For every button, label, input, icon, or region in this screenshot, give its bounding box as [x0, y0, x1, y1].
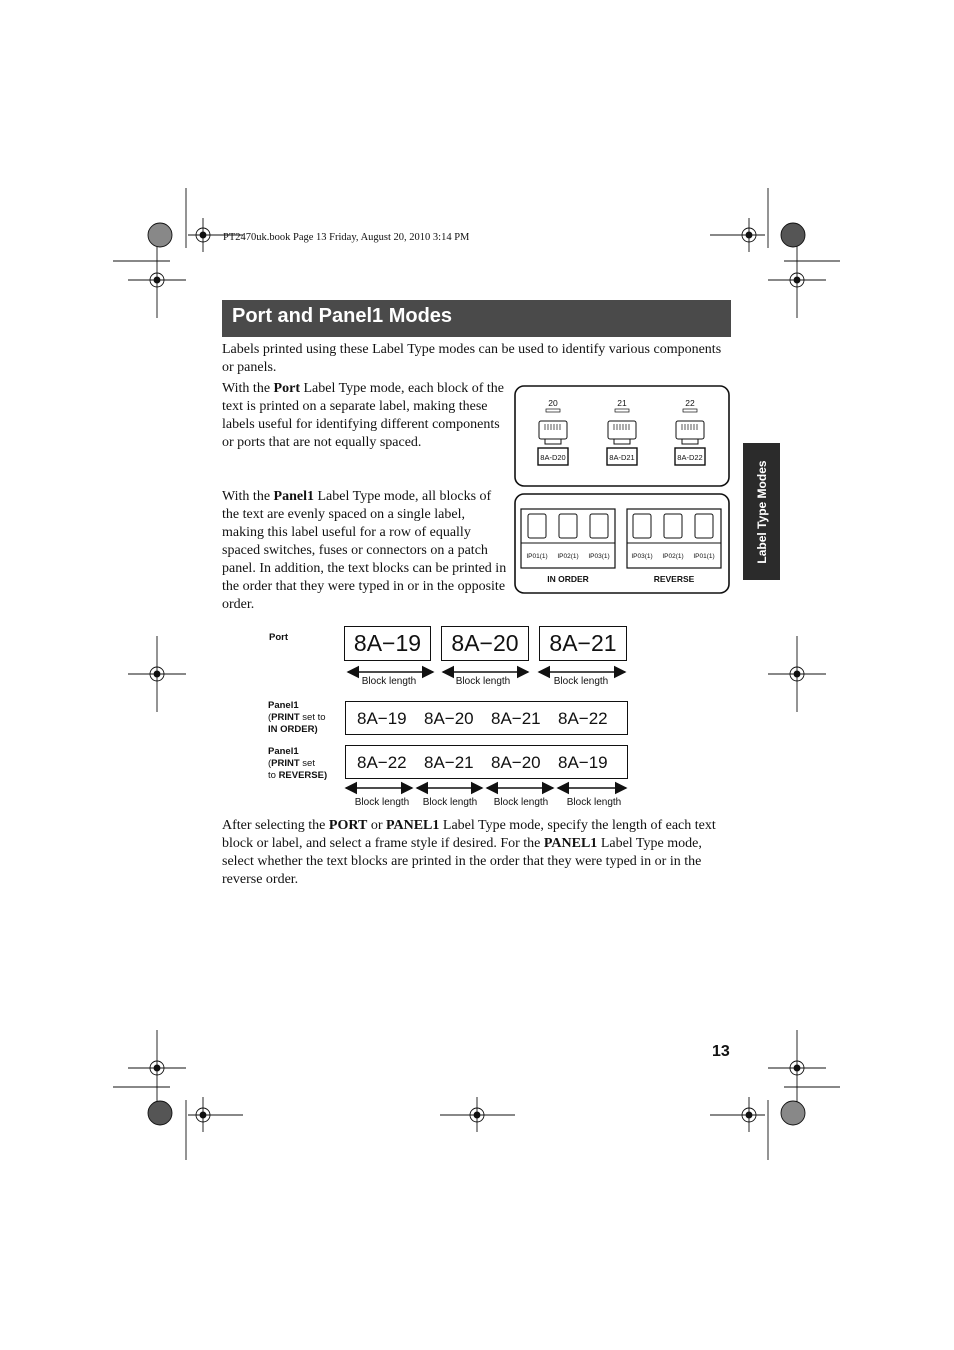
- section-title: Port and Panel1 Modes: [232, 305, 453, 327]
- panel-block: 8A−21: [424, 753, 474, 772]
- panel-illustration: [514, 493, 731, 595]
- side-tab: [743, 443, 780, 580]
- port-block: 8A−20: [441, 626, 529, 661]
- side-tab-label: Label Type Modes: [754, 459, 769, 564]
- block-length-label: Block length: [493, 797, 549, 808]
- panel-block: 8A−20: [424, 709, 474, 728]
- panel-port-label: IP01(1): [693, 553, 715, 560]
- panel-block: 8A−22: [357, 753, 407, 772]
- print-header: PT2470uk.book Page 13 Friday, August 20, 2010 3:14 PM: [223, 232, 470, 243]
- port-illustration: [514, 385, 731, 488]
- port-label: 8A-D22: [677, 453, 703, 462]
- panel-port-label: IP02(1): [557, 553, 579, 560]
- reverse-caption: REVERSE: [653, 574, 695, 584]
- diagram-panel1-in-order-label: Panel1 (PRINT set to IN ORDER): [268, 700, 326, 735]
- panel-paragraph: With the Panel1 Label Type mode, all blocks of the text are evenly spaced on a single label, making this label useful for a row of equally spaced switches, fuses or connectors on a patch panel. In addition, the text blocks can be printed in the order that they were typed in or in the opposite order.: [222, 489, 507, 612]
- block-length-label: Block length: [361, 676, 417, 687]
- port-block: 8A−19: [344, 626, 431, 661]
- panel-block: 8A−19: [357, 709, 407, 728]
- panel-port-label: IP03(1): [588, 553, 610, 560]
- panel-port-label: IP01(1): [526, 553, 548, 560]
- port-paragraph: With the Port Label Type mode, each block of the text is printed on a separate label, making these labels useful for identifying different components or ports that are not equally spaced.: [222, 381, 505, 450]
- block-length-label: Block length: [553, 676, 609, 687]
- panel-port-label: IP02(1): [662, 553, 684, 560]
- after-paragraph: After selecting the PORT or PANEL1 Label Type mode, specify the length of each text block or label, and select a frame style if desired. For the PANEL1 Label Type mode, select whether the text blocks are printed in the order that they were typed in or in the reverse order.: [222, 818, 716, 887]
- block-length-label: Block length: [422, 797, 478, 808]
- panel-block: 8A−21: [491, 709, 541, 728]
- section-title-bar: [222, 300, 731, 337]
- panel-block: 8A−22: [558, 709, 608, 728]
- block-length-label: Block length: [566, 797, 622, 808]
- diagram-panel1-reverse-label: Panel1 (PRINT set to REVERSE): [268, 746, 328, 781]
- port-number: 22: [685, 398, 695, 408]
- page-number: 13: [712, 1043, 730, 1060]
- intro-paragraph: Labels printed using these Label Type modes can be used to identify various components or panels.: [222, 342, 722, 375]
- port-number: 21: [617, 398, 627, 408]
- panel-block: 8A−20: [491, 753, 541, 772]
- diagram-port-label: Port: [269, 632, 288, 643]
- in-order-caption: IN ORDER: [547, 574, 589, 584]
- block-length-label: Block length: [455, 676, 511, 687]
- port-label: 8A-D20: [540, 453, 566, 462]
- port-number: 20: [548, 398, 558, 408]
- panel-block: 8A−19: [558, 753, 608, 772]
- port-label: 8A-D21: [609, 453, 635, 462]
- panel-port-label: IP03(1): [631, 553, 653, 560]
- port-block: 8A−21: [539, 626, 627, 661]
- block-length-label: Block length: [354, 797, 410, 808]
